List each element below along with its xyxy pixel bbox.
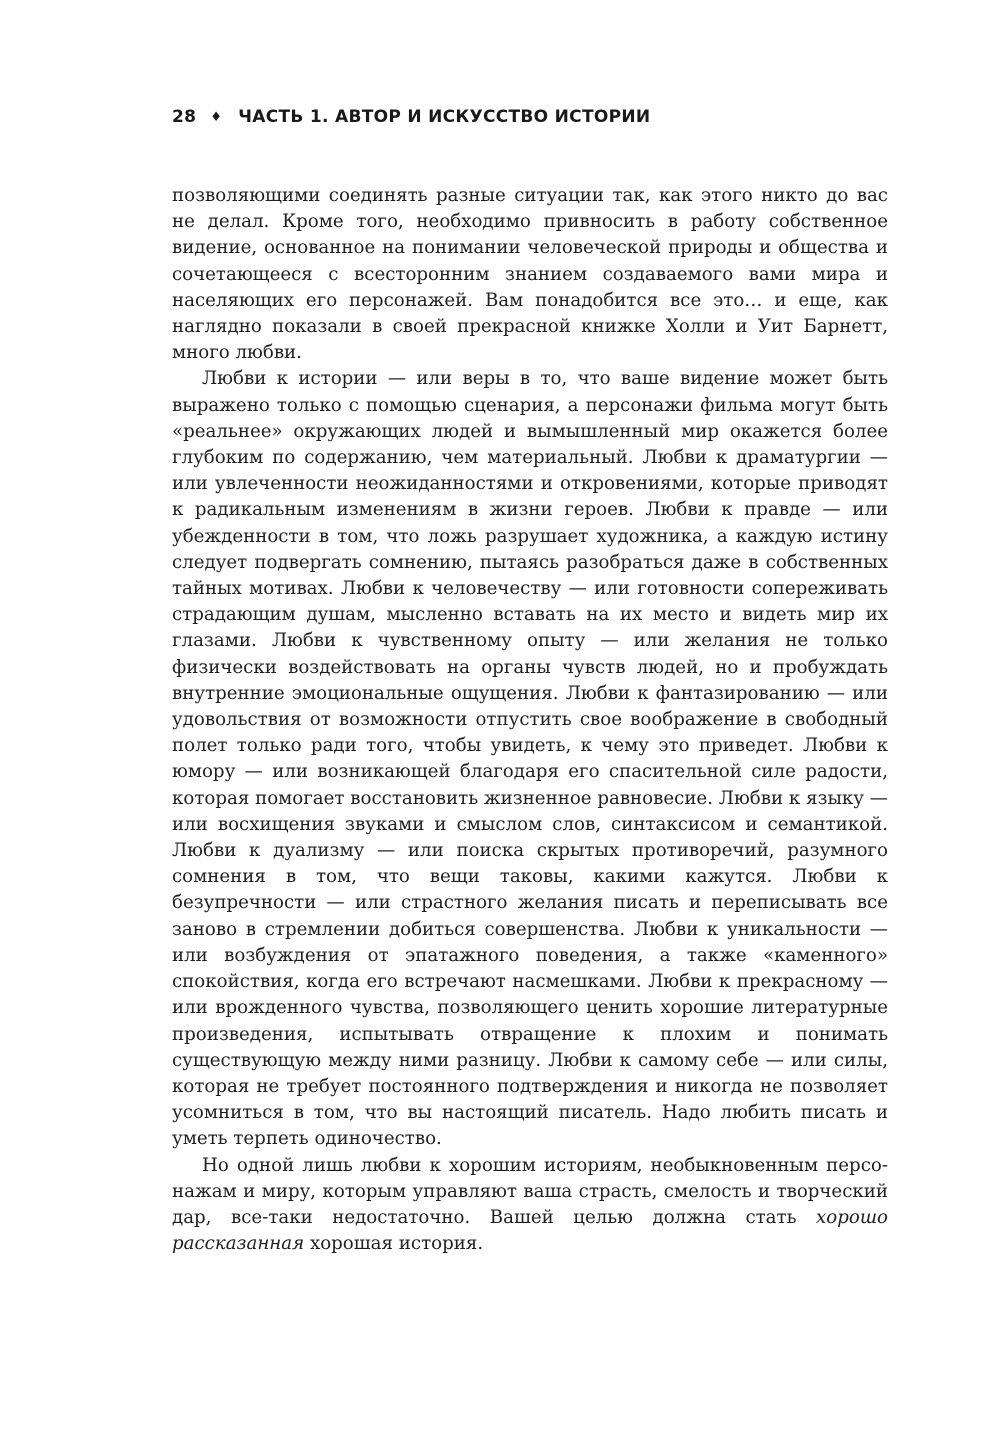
paragraph-conclusion — [172, 1153, 888, 1258]
diamond-separator-icon: ♦ — [210, 110, 223, 125]
paragraph-conclusion-end: хорошая история. — [304, 1233, 484, 1255]
page-number: 28 — [172, 107, 197, 127]
paragraph-love-list: Любви к истории — или веры в то, что ваше видение может быть выражено только с помощью сценария, а персонажи фильма могут быть «реальнее» окружающих людей и вымышленный мир окажется более глубоким по содержанию, чем материальный. Любви к драматургии — или увлеченности неожиданностями и откровениями, которые приводят к радикальным изменениям в жизни героев. Любви к правде — или убежденности в том, что ложь разрушает художника, а каждую истину следует подвергать сомнению, пытаясь разобраться даже в собственных тайных мотивах. Любви к человечеству — или готовности сопереживать страдающим душам, мысленно вставать на их место и видеть мир их глазами. Любви к чувственному опыту — или желания не только физически воздействовать на органы чувств людей, но и пробуждать внутренние эмоциональные ощущения. Любви к фантазированию — или удовольствия от возможности отпустить свое воображение в свободный полет только ради того, чтобы увидеть, к чему это приведет. Любви к юмору — или возникающей благодаря его спасительной силе радости, которая помогает восстановить жизненное равновесие. Любви к языку — или восхищения звуками и смыслом слов, синтаксисом и семантикой. Любви к дуализму — или поиска скрытых противоречий, разумного сомнения в том, что вещи таковы, какими кажутся. Любви к безупречности — или страстного желания писать и переписывать все заново в стремлении добиться совершенства. Любви к уникальности — или возбуждения от эпатажного поведения, а также «каменного» спокойствия, когда его встречают насмешками. Любви к прекрасному — или врожденного чувства, позволяющего ценить хорошие литературные произведения, испытывать отвращение к плохим и понимать существующую между ними разницу. Любви к самому себе — или силы, которая не требует постоянного подтверждения и никогда не позволяет усомниться в том, что вы настоящий писатель. Надо любить писать и уметь терпеть одиночество. — [172, 368, 888, 1150]
body-text — [172, 183, 888, 1257]
part-title: ЧАСТЬ 1. АВТОР И ИСКУССТВО ИСТОРИИ — [238, 107, 651, 127]
emphasis-well-told: хорошо рассказанная — [172, 1206, 888, 1255]
paragraph-continuation: позволяющими соединять разные ситуации так, как этого никто до вас не делал. Кроме того, необходимо привносить в работу собственное видение, основанное на понимании человеческой природы и общества и сочетающееся с всесторонним знанием создаваемого вами мира и населяющих его персонажей. Вам понадобится все это… и еще, как наглядно показали в своей прекрасной книжке Холли и Уит Барнетт, много любви. — [172, 185, 888, 364]
running-head — [172, 104, 650, 131]
paragraph-conclusion-text: Но одной лишь любви к хорошим историям, необыкновенным персонажам и миру, которым управляют ваша страсть, смелость и творческий дар, все-таки недостаточно. Вашей целью должна стать — [172, 1154, 888, 1228]
